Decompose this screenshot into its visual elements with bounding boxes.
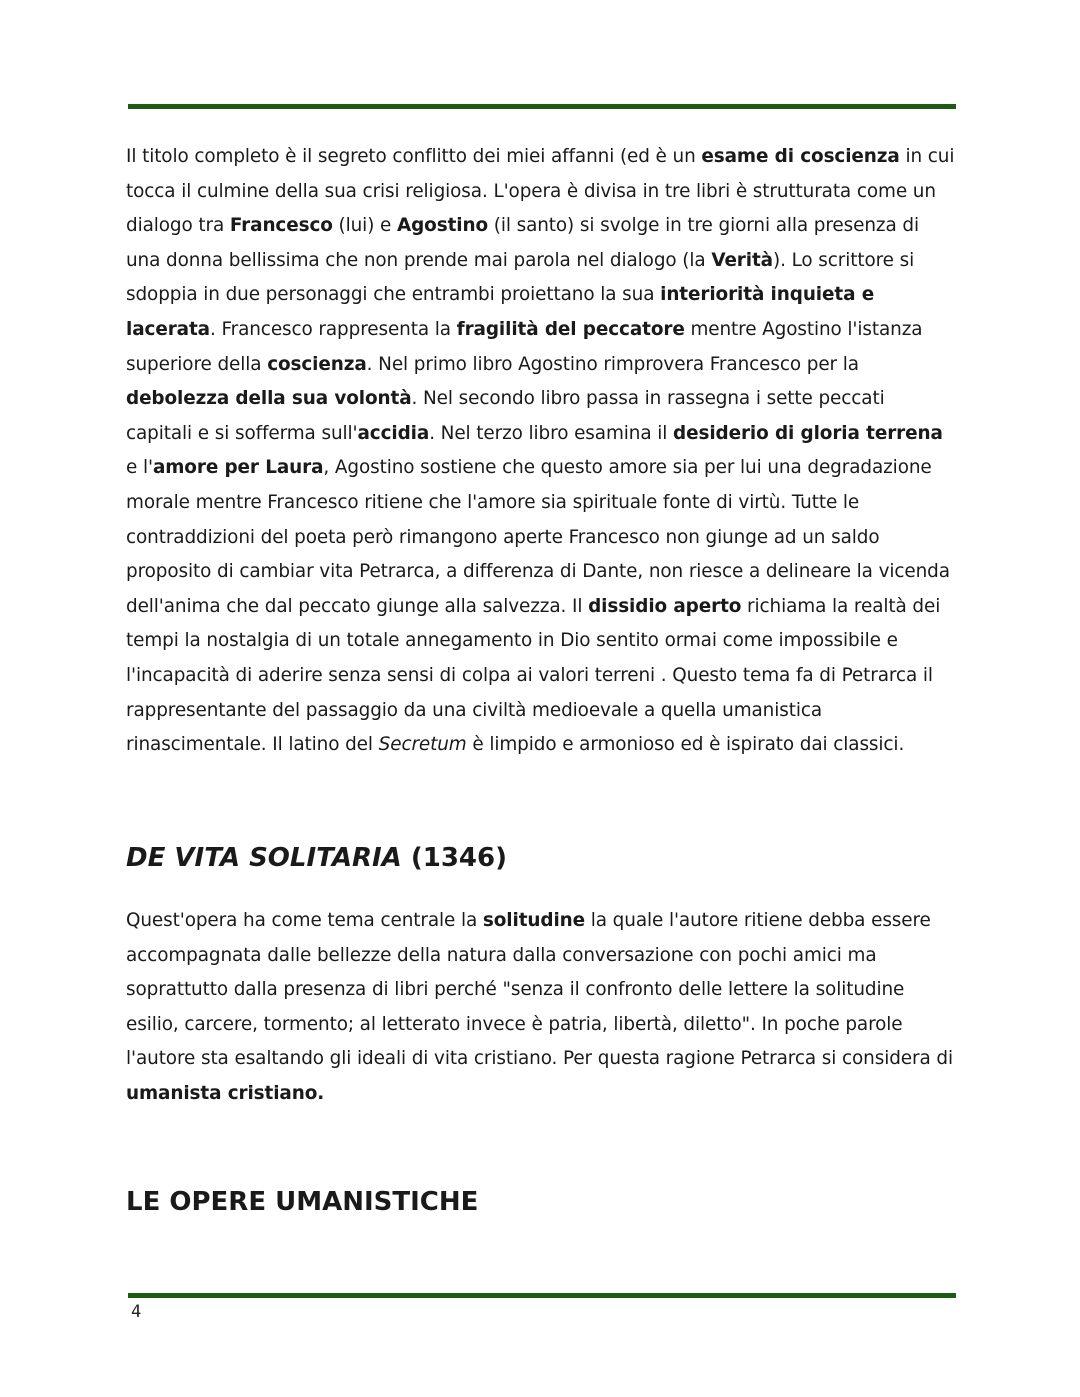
bold-term: umanista cristiano. [126, 1082, 325, 1104]
text-run: è limpido e armonioso ed è ispirato dai classici. [466, 734, 905, 756]
section-heading-opere-umanistiche: LE OPERE UMANISTICHE [126, 1187, 479, 1217]
top-divider [128, 104, 956, 109]
text-run: . Francesco rappresenta la [209, 318, 457, 340]
text-run: . Nel primo libro Agostino rimprovera Francesco per la [366, 353, 859, 375]
text-run: . Nel terzo libro esamina il [429, 422, 674, 444]
text-run: e l' [126, 457, 153, 479]
text-run: (lui) e [332, 215, 397, 237]
bold-term: Francesco [229, 215, 333, 237]
heading-title-italic: DE VITA SOLITARIA [126, 843, 402, 873]
bold-term: interiorità inquieta e lacerata [126, 284, 875, 340]
bold-term: accidia [357, 422, 430, 444]
bottom-divider [128, 1293, 956, 1298]
bold-term: Verità [711, 249, 773, 271]
section-heading-de-vita-solitaria [126, 840, 507, 876]
bold-term: fragilità del peccatore [456, 318, 685, 340]
text-run: Quest'opera ha come tema centrale la [126, 910, 483, 931]
heading-title-year: (1346) [401, 843, 507, 873]
text-run: (il santo) si svolge in tre giorni alla presenza di una donna bellissima che non prende mai parola nel dialogo (la [126, 215, 919, 271]
bold-term: dissidio aperto [588, 595, 742, 617]
paragraph-secretum [126, 140, 956, 763]
text-run: , Agostino sostiene che questo amore sia per lui una degradazione morale mentre Francesco ritiene che l'amore sia spirituale fonte di virtù. Tutte le contraddizioni del poeta però rimangono aperte Francesco non giunge ad un saldo proposito di cambiar vita Petrarca, a differenza di Dante, non riesce a delineare la vicenda dell'anima che dal peccato giunge alla salvezza. Il [126, 457, 950, 617]
page-number: 4 [131, 1302, 142, 1322]
bold-term: coscienza [267, 353, 367, 375]
text-run: ). Lo scrittore si sdoppia in due personaggi che entrambi proiettano la sua [126, 249, 915, 306]
bold-term: solitudine [482, 910, 586, 931]
text-run: Il titolo completo è il segreto conflitto dei miei affanni (ed è un [126, 146, 702, 167]
bold-term: esame di coscienza [701, 146, 900, 167]
paragraph-de-vita-solitaria [126, 904, 956, 1112]
document-body [126, 140, 956, 1217]
bold-term: desiderio di gloria terrena [673, 422, 943, 444]
italic-term: Secretum [378, 734, 467, 756]
text-run: la quale l'autore ritiene debba essere accompagnata dalle bellezze della natura dalla conversazione con pochi amici ma soprattutto dalla presenza di libri perché "senza il confronto delle lettere la solitudine esilio, carcere, tormento; al letterato invece è patria, libertà, diletto". In poche parole l'autore sta esaltando gli ideali di vita cristiano. Per questa ragione Petrarca si considera di [126, 910, 953, 1070]
text-run: . Nel secondo libro passa in rassegna i sette peccati capitali e si sofferma sull' [126, 388, 885, 444]
bold-term: amore per Laura [152, 457, 324, 479]
text-run: mentre Agostino l'istanza superiore della [126, 318, 923, 375]
text-run: richiama la realtà dei tempi la nostalgia di un totale annegamento in Dio sentito ormai come impossibile e l'incapacità di aderire senza sensi di colpa ai valori terreni . Questo tema fa di Petrarca il rappresentante del passaggio da una civiltà medioevale a quella umanistica rinascimentale. Il latino del [126, 595, 941, 756]
text-run: in cui tocca il culmine della sua crisi religiosa. L'opera è divisa in tre libri è strutturata come un dialogo tra [126, 146, 955, 237]
bold-term: debolezza della sua volontà [126, 388, 412, 410]
bold-term: Agostino [396, 215, 488, 237]
